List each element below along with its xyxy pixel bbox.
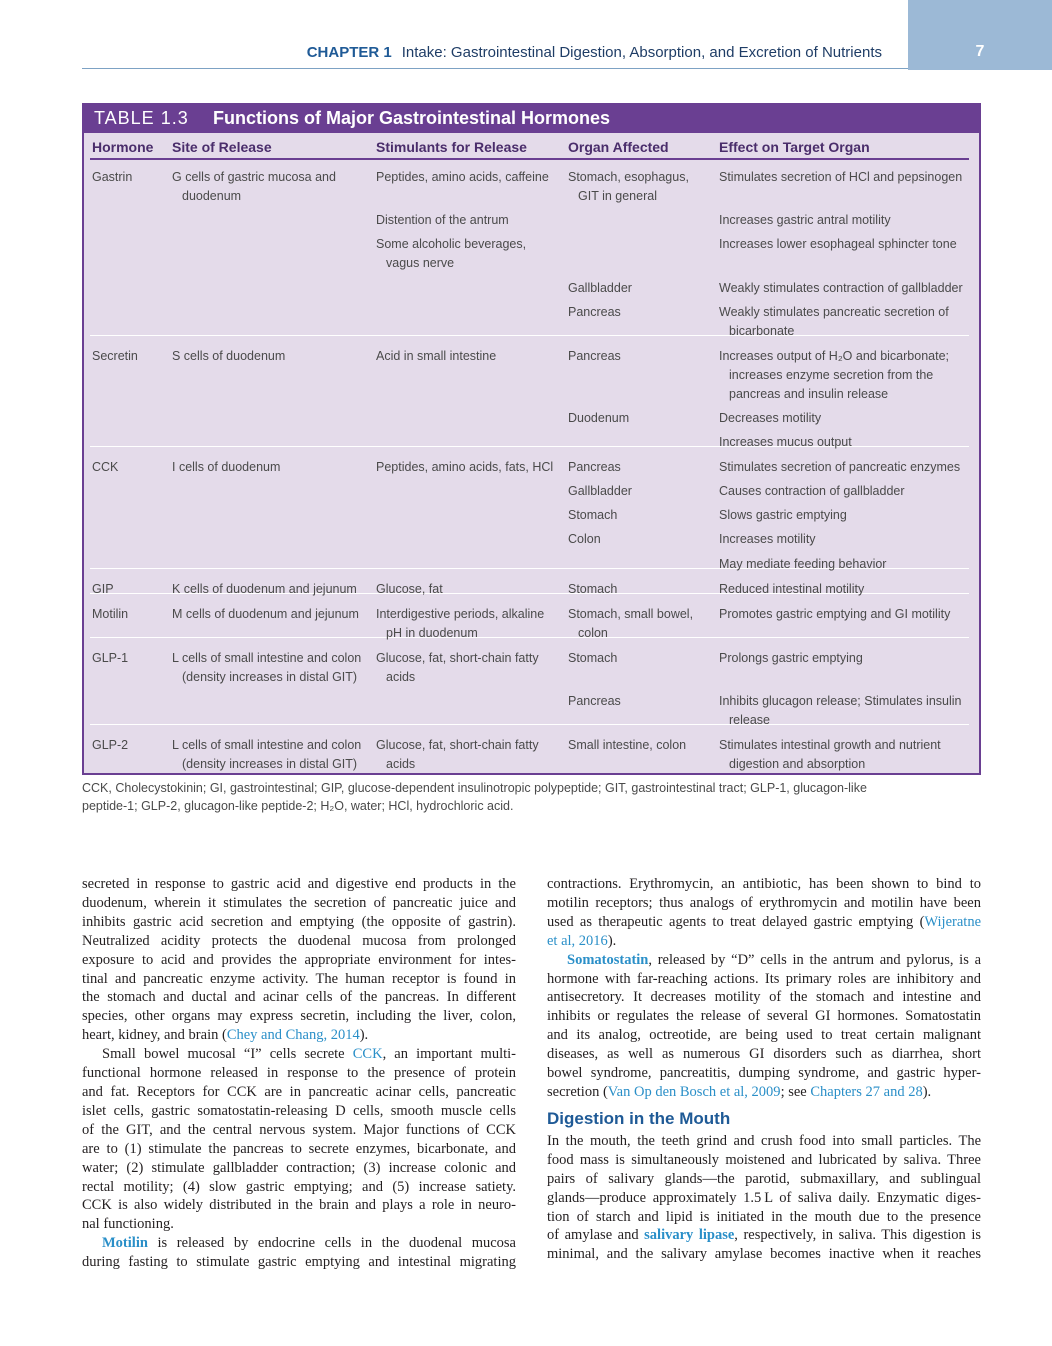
table-cell-organ bbox=[568, 506, 617, 525]
keyword-link[interactable]: Motilin bbox=[102, 1235, 148, 1252]
cell-line: bicarbonate bbox=[729, 324, 795, 338]
text-run: ). bbox=[922, 1083, 932, 1100]
reference-link[interactable]: et al, 2016 bbox=[547, 932, 608, 949]
cell-line: Prolongs gastric emptying bbox=[719, 651, 863, 665]
cell-line: Inhibits glucagon release; Stimulates insulin bbox=[719, 694, 962, 708]
cell-line: I cells of duodenum bbox=[172, 460, 281, 474]
table-cell-stimulant bbox=[376, 168, 549, 187]
cell-line: Stimulates intestinal growth and nutrient bbox=[719, 738, 941, 752]
column-header-effect: Effect on Target Organ bbox=[719, 139, 870, 155]
table-cell-organ bbox=[568, 347, 621, 366]
table-cell-hormone bbox=[92, 649, 128, 668]
cell-line: Increases gastric antral motility bbox=[719, 213, 891, 227]
table-cell-site bbox=[172, 168, 336, 206]
cell-line: May mediate feeding behavior bbox=[719, 557, 887, 571]
cell-line: release bbox=[729, 713, 770, 727]
body-line: inhibits or regulates the release of several GI hormones. Somatostatin bbox=[547, 1008, 981, 1025]
cell-line: (density increases in distal GIT) bbox=[182, 757, 358, 771]
cell-line: Stimulates secretion of HCl and pepsinogen bbox=[719, 170, 963, 184]
table-cell-organ bbox=[568, 409, 629, 428]
cell-line: S cells of duodenum bbox=[172, 349, 286, 363]
cell-line: duodenum bbox=[182, 189, 242, 203]
table-cell-site bbox=[172, 458, 280, 477]
cell-line: Pancreas bbox=[568, 349, 621, 363]
column-header-hormone: Hormone bbox=[92, 139, 154, 155]
cell-line: vagus nerve bbox=[386, 256, 455, 270]
body-line: bowel syndrome, pancreatitis, dumping syndrome, and gastric hyper- bbox=[547, 1065, 981, 1082]
body-line bbox=[547, 1083, 981, 1102]
reference-link[interactable]: Van Op den Bosch et al, 2009 bbox=[607, 1083, 781, 1100]
cell-line: Distention of the antrum bbox=[376, 213, 509, 227]
body-line: are to (1) stimulate the pancreas to secrete enzymes, bicarbonate, and bbox=[82, 1140, 516, 1157]
chapter-label: CHAPTER 1 bbox=[306, 44, 392, 61]
text-run: ). bbox=[359, 1027, 369, 1044]
body-line: tion of starch and lipid is initiated in the mouth due to the presence bbox=[547, 1208, 981, 1225]
cell-line: Weakly stimulates contraction of gallbladder bbox=[719, 281, 963, 295]
table-cell-hormone bbox=[92, 347, 138, 366]
cell-line: Gallbladder bbox=[568, 484, 632, 498]
body-line: during fasting to stimulate gastric emptying and intestinal migrating bbox=[82, 1254, 516, 1271]
footnote-line: CCK, Cholecystokinin; GI, gastrointestinal; GIP, glucose-dependent insulinotropic polypeptide; GIT, gastrointestinal tract; GLP-1, glucagon-like bbox=[82, 781, 867, 795]
cell-line: GLP-2 bbox=[92, 738, 129, 752]
body-line: and its analog, octreotide, are being used to treat certain malignant bbox=[547, 1027, 981, 1044]
cell-line: acids bbox=[386, 670, 416, 684]
text-run: ). bbox=[607, 932, 617, 949]
body-line: duodenum, wherein it stimulates the secretion of pancreatic juice and bbox=[82, 894, 516, 911]
footnote-line: peptide-1; GLP-2, glucagon-like peptide-2; H₂O, water; HCl, hydrochloric acid. bbox=[82, 799, 514, 813]
cell-line: Small intestine, colon bbox=[568, 738, 687, 752]
table-cell-effect bbox=[719, 692, 962, 730]
table-cell-organ bbox=[568, 168, 689, 206]
body-line: nal functioning. bbox=[82, 1216, 174, 1233]
body-line bbox=[547, 1226, 981, 1245]
body-column-left bbox=[82, 875, 516, 1272]
table-cell-effect bbox=[719, 235, 957, 254]
table-cell-organ bbox=[568, 482, 632, 501]
cell-line: (density increases in distal GIT) bbox=[182, 670, 358, 684]
column-header-organ: Organ Affected bbox=[568, 139, 669, 155]
table-cell-hormone bbox=[92, 458, 118, 477]
cell-line: Colon bbox=[568, 532, 601, 546]
cell-line: increases enzyme secretion from the bbox=[729, 368, 934, 382]
header-rule bbox=[90, 158, 969, 160]
table-cell-effect bbox=[719, 530, 816, 549]
body-line bbox=[547, 913, 981, 932]
page-header bbox=[0, 0, 1052, 70]
table-footnote bbox=[82, 779, 981, 815]
table-cell-stimulant bbox=[376, 605, 544, 643]
cell-line: colon bbox=[578, 626, 608, 640]
table-cell-organ bbox=[568, 580, 617, 599]
cell-line: digestion and absorption bbox=[729, 757, 866, 771]
cell-line: pancreas and insulin release bbox=[729, 387, 889, 401]
body-line: motilin receptors; thus analogs of erythromycin and motilin have been bbox=[547, 894, 981, 911]
body-line: diseases, as well as numerous GI disorders such as diarrhea, short bbox=[547, 1046, 981, 1063]
cell-line: Stomach bbox=[568, 508, 618, 522]
cell-line: Increases lower esophageal sphincter tone bbox=[719, 237, 957, 251]
table-cell-hormone bbox=[92, 168, 132, 187]
cell-line: Stomach, small bowel, bbox=[568, 607, 694, 621]
table-cell-stimulant bbox=[376, 347, 496, 366]
cell-line: Pancreas bbox=[568, 460, 621, 474]
cell-line: Glucose, fat, short-chain fatty bbox=[376, 738, 539, 752]
table-cell-site bbox=[172, 649, 361, 687]
table-cell-stimulant bbox=[376, 649, 539, 687]
table-cell-effect bbox=[719, 458, 960, 477]
table-cell-effect bbox=[719, 580, 864, 599]
cell-line: K cells of duodenum and jejunum bbox=[172, 582, 357, 596]
cell-line: GIT in general bbox=[578, 189, 657, 203]
cell-line: Slows gastric emptying bbox=[719, 508, 847, 522]
cell-line: Pancreas bbox=[568, 305, 621, 319]
cell-line: Pancreas bbox=[568, 694, 621, 708]
table-cell-effect bbox=[719, 555, 886, 574]
body-line: CCK is also widely distributed in the brain and plays a role in neuro- bbox=[82, 1197, 516, 1214]
column-header-site: Site of Release bbox=[172, 139, 272, 155]
body-line: glands—produce approximately 1.5 L of saliva daily. Enzymatic diges- bbox=[547, 1189, 981, 1206]
keyword-link[interactable]: salivary lipase bbox=[644, 1227, 735, 1244]
table-title-bar bbox=[84, 105, 979, 133]
cell-line: Weakly stimulates pancreatic secretion of bbox=[719, 305, 949, 319]
table-cell-stimulant bbox=[376, 458, 553, 477]
cell-line: Interdigestive periods, alkaline bbox=[376, 607, 545, 621]
cell-line: G cells of gastric mucosa and bbox=[172, 170, 336, 184]
body-line: water; (2) stimulate gallbladder contraction; (3) increase colonic and bbox=[82, 1159, 516, 1176]
cell-line: Decreases motility bbox=[719, 411, 822, 425]
table-cell-site bbox=[172, 580, 357, 599]
table-cell-stimulant bbox=[376, 235, 526, 273]
text-run: secretion ( bbox=[547, 1083, 608, 1100]
cell-line: CCK bbox=[92, 460, 119, 474]
body-line: the stomach and ductal and acinar cells of the pancreas. In different bbox=[82, 989, 516, 1006]
cell-line: Stomach, esophagus, bbox=[568, 170, 689, 184]
text-run: of amylase and bbox=[547, 1227, 645, 1244]
table-cell-site bbox=[172, 736, 361, 774]
table-cell-effect bbox=[719, 409, 821, 428]
body-line: and fat. Receptors for CCK are in pancreatic acinar cells, pancreatic bbox=[82, 1083, 516, 1100]
keyword-link[interactable]: Somatostatin bbox=[567, 951, 649, 968]
cell-line: Stomach bbox=[568, 651, 618, 665]
body-line bbox=[82, 1234, 516, 1253]
text-run: heart, kidney, and brain ( bbox=[82, 1027, 227, 1044]
table-cell-organ bbox=[568, 736, 686, 755]
cell-line: Causes contraction of gallbladder bbox=[719, 484, 905, 498]
body-line bbox=[82, 1026, 516, 1045]
cell-line: GLP-1 bbox=[92, 651, 129, 665]
body-line: Neutralized acidity protects the duodenal mucosa from prolonged bbox=[82, 932, 516, 949]
body-line bbox=[82, 1045, 516, 1064]
table-cell-hormone bbox=[92, 605, 128, 624]
table-cell-organ bbox=[568, 303, 621, 322]
body-line: secreted in response to gastric acid and digestive end products in the bbox=[82, 876, 516, 892]
body-line: In the mouth, the teeth grind and crush food into small particles. The bbox=[547, 1132, 981, 1149]
page-number: 7 bbox=[975, 43, 985, 60]
reference-link[interactable]: CCK bbox=[352, 1046, 383, 1063]
body-line: minimal, and the salivary amylase becomes inactive when it reaches bbox=[547, 1246, 981, 1263]
cell-line: Stimulates secretion of pancreatic enzymes bbox=[719, 460, 961, 474]
table-cell-organ bbox=[568, 649, 617, 668]
table-cell-effect bbox=[719, 736, 941, 774]
body-line: pairs of salivary glands—the parotid, submaxillary, and sublingual bbox=[547, 1170, 981, 1187]
cell-line: Secretin bbox=[92, 349, 138, 363]
cell-line: Acid in small intestine bbox=[376, 349, 497, 363]
table-cell-effect bbox=[719, 168, 962, 187]
text-run: Small bowel mucosal “I” cells secrete bbox=[102, 1046, 353, 1063]
cell-line: Glucose, fat, short-chain fatty bbox=[376, 651, 539, 665]
body-line: exposure to acid and provides the appropriate environment for intes- bbox=[82, 951, 516, 968]
table-cell-hormone bbox=[92, 580, 114, 599]
text-run: used as therapeutic agents to treat delayed gastric emptying ( bbox=[547, 913, 925, 930]
table-cell-organ bbox=[568, 530, 601, 549]
table-cell-effect bbox=[719, 605, 950, 624]
table-cell-effect bbox=[719, 506, 847, 525]
body-line bbox=[547, 932, 981, 951]
text-run: is released by endocrine cells in the duodenal mucosa bbox=[147, 1235, 516, 1252]
cell-line: Peptides, amino acids, fats, HCl bbox=[376, 460, 554, 474]
cell-line: Peptides, amino acids, caffeine bbox=[376, 170, 549, 184]
page-number-tab bbox=[908, 0, 1052, 70]
table-cell-effect bbox=[719, 279, 963, 298]
text-run: , an important multi- bbox=[382, 1046, 517, 1063]
table-cell-effect bbox=[719, 211, 891, 230]
table-cell-effect bbox=[719, 482, 905, 501]
table-cell-effect bbox=[719, 303, 949, 341]
cell-line: M cells of duodenum and jejunum bbox=[172, 607, 359, 621]
table-cell-organ bbox=[568, 279, 632, 298]
cell-line: Increases motility bbox=[719, 532, 816, 546]
cell-line: Increases output of H₂O and bicarbonate; bbox=[719, 349, 949, 363]
text-run: , respectively, in saliva. This digestion is bbox=[734, 1227, 981, 1244]
cell-line: Reduced intestinal motility bbox=[719, 582, 865, 596]
table-title: Functions of Major Gastrointestinal Hormones bbox=[213, 108, 611, 128]
cell-line: Duodenum bbox=[568, 411, 630, 425]
cell-line: Gastrin bbox=[92, 170, 133, 184]
cell-line: Promotes gastric emptying and GI motility bbox=[719, 607, 951, 621]
text-run: , released by “D” cells in the antrum and pylorus, is a bbox=[648, 951, 981, 968]
table-cell-effect bbox=[719, 649, 863, 668]
running-head bbox=[307, 44, 882, 61]
reference-link[interactable]: Wijeratne bbox=[924, 913, 981, 930]
text-run: ; see bbox=[780, 1083, 811, 1100]
body-line: functional hormone released in response to the presence of protein bbox=[82, 1065, 516, 1082]
table-cell-hormone bbox=[92, 736, 128, 755]
body-line: islet cells, gastric somatostatin-releasing D cells, smooth muscle cells bbox=[82, 1102, 516, 1119]
hormone-table bbox=[82, 103, 981, 775]
cell-line: Gallbladder bbox=[568, 281, 632, 295]
body-line: contractions. Erythromycin, an antibiotic, has been shown to bind to bbox=[547, 876, 981, 892]
body-line: of the GIT, and the central nervous system. Major functions of CCK bbox=[82, 1121, 516, 1138]
reference-link[interactable]: Chey and Chang, 2014 bbox=[226, 1027, 360, 1044]
cell-line: acids bbox=[386, 757, 416, 771]
body-line: inhibits gastric acid secretion and emptying (the opposite of gastrin). bbox=[82, 913, 516, 930]
cell-line: Stomach bbox=[568, 582, 618, 596]
cell-line: pH in duodenum bbox=[386, 626, 478, 640]
cell-line: Some alcoholic beverages, bbox=[376, 237, 527, 251]
table-cell-site bbox=[172, 605, 359, 624]
body-line: hormone with far-reaching actions. Its primary roles are inhibitory and bbox=[547, 970, 981, 987]
table-cell-stimulant bbox=[376, 211, 509, 230]
table-cell-organ bbox=[568, 458, 621, 477]
cell-line: L cells of small intestine and colon bbox=[172, 738, 362, 752]
table-cell-stimulant bbox=[376, 580, 443, 599]
body-line: species, other organs may express secretin, including the liver, colon, bbox=[82, 1008, 516, 1025]
column-header-stimulants: Stimulants for Release bbox=[376, 139, 527, 155]
cell-line: Motilin bbox=[92, 607, 129, 621]
reference-link[interactable]: Chapters 27 and 28 bbox=[810, 1083, 923, 1100]
section-heading: Digestion in the Mouth bbox=[547, 1108, 731, 1128]
table-cell-organ bbox=[568, 692, 621, 711]
table-number: TABLE 1.3 bbox=[94, 108, 189, 128]
body-line: tinal and pancreatic enzyme activity. The human receptor is found in bbox=[82, 970, 516, 987]
chapter-title: Intake: Gastrointestinal Digestion, Absorption, and Excretion of Nutrients bbox=[401, 44, 882, 61]
table-cell-effect bbox=[719, 433, 852, 452]
body-line: rectal motility; (4) slow gastric emptying; and (5) increase satiety. bbox=[82, 1178, 516, 1195]
table-cell-organ bbox=[568, 605, 693, 643]
cell-line: GIP bbox=[92, 582, 114, 596]
cell-line: Increases mucus output bbox=[719, 435, 852, 449]
cell-line: L cells of small intestine and colon bbox=[172, 651, 362, 665]
cell-line: Glucose, fat bbox=[376, 582, 443, 596]
body-line: antisecretory. It decreases motility of the stomach and intestine and bbox=[547, 989, 981, 1006]
body-line: food mass is simultaneously moistened and lubricated by saliva. Three bbox=[547, 1151, 981, 1168]
header-rule bbox=[82, 68, 908, 69]
body-line bbox=[547, 951, 981, 970]
table-cell-site bbox=[172, 347, 285, 366]
table-cell-effect bbox=[719, 347, 949, 404]
body-column-right bbox=[547, 875, 981, 1264]
table-cell-stimulant bbox=[376, 736, 539, 774]
